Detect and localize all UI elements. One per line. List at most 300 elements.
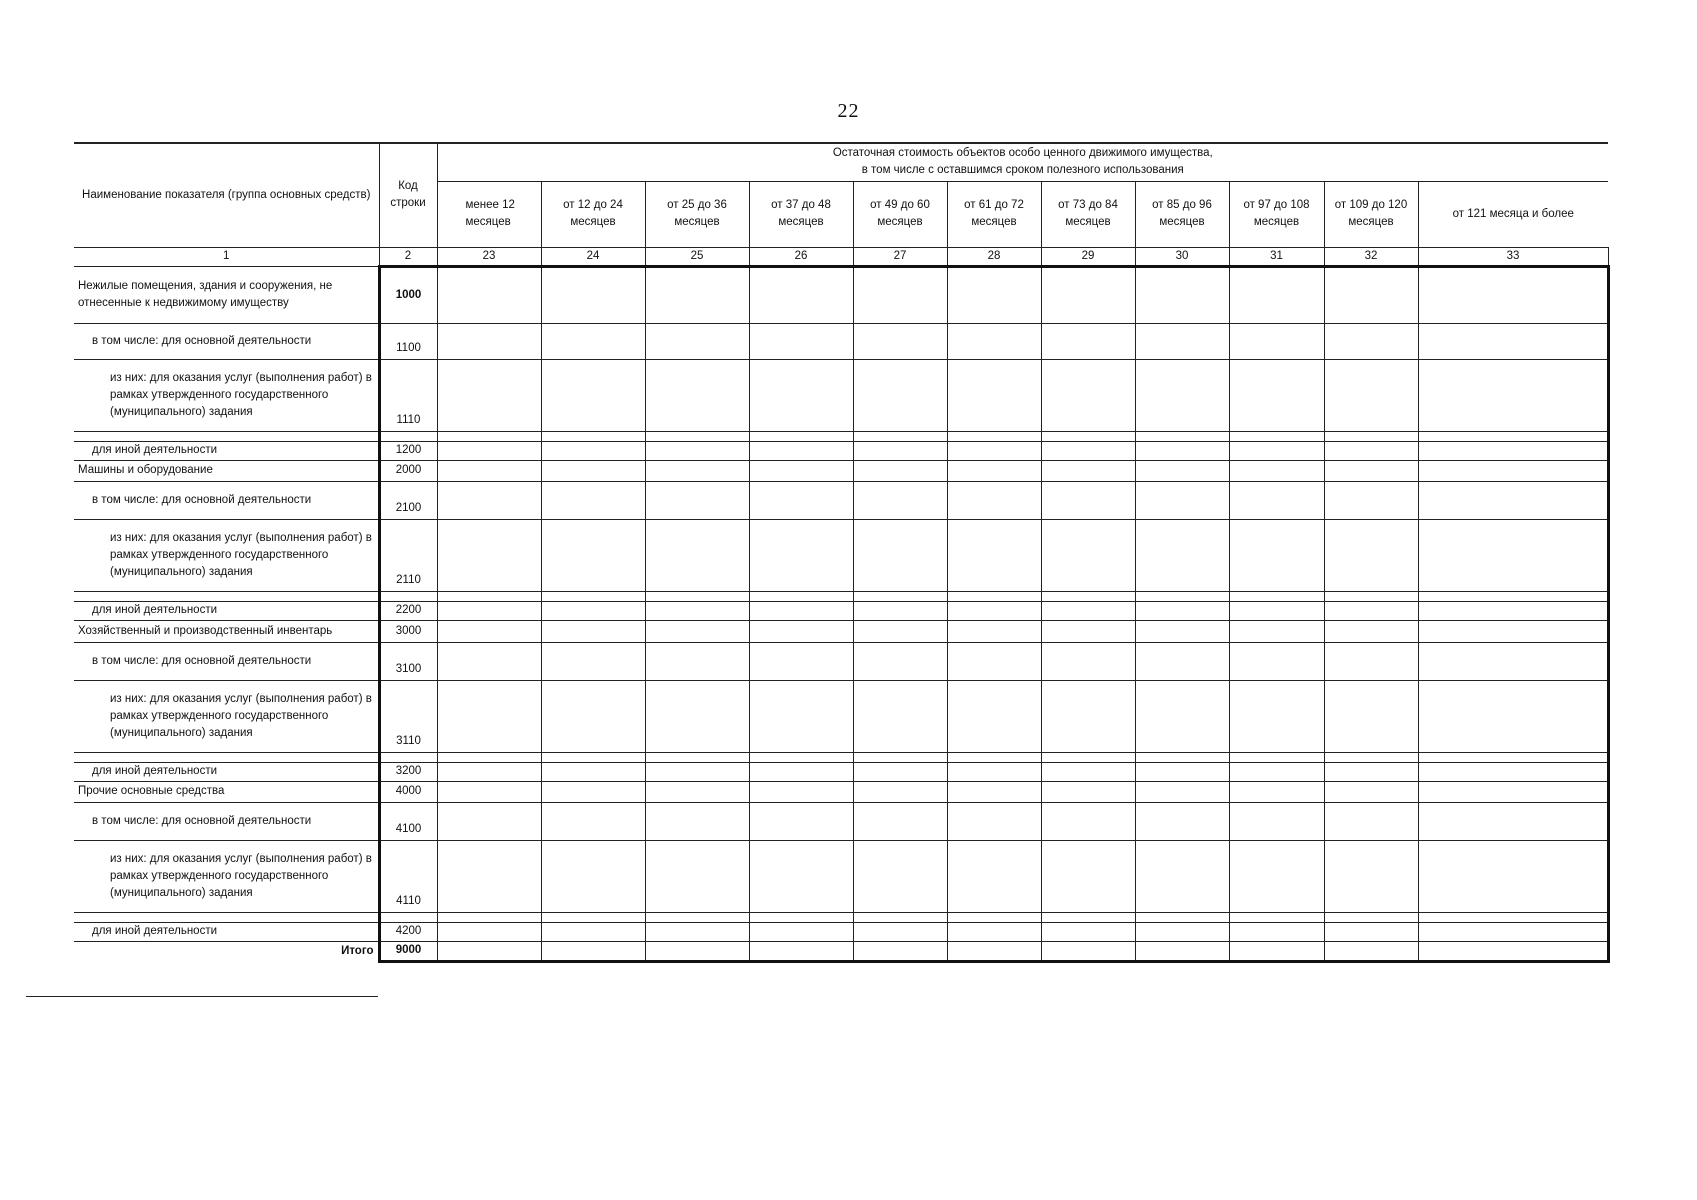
table-row <box>74 642 1608 680</box>
row-name: Прочие основные средства <box>74 781 379 802</box>
value-cell[interactable] <box>1041 922 1135 941</box>
value-cell[interactable] <box>1229 601 1324 620</box>
value-cell[interactable] <box>437 266 541 323</box>
value-cell[interactable] <box>853 922 947 941</box>
value-cell[interactable] <box>1041 941 1135 961</box>
value-cell[interactable] <box>645 912 749 922</box>
value-cell[interactable] <box>437 762 541 781</box>
value-cell[interactable] <box>437 481 541 519</box>
value-cell[interactable] <box>853 431 947 441</box>
value-cell[interactable] <box>1041 601 1135 620</box>
value-cell[interactable] <box>749 802 853 840</box>
value-cell[interactable] <box>1135 912 1229 922</box>
value-cell[interactable] <box>749 460 853 481</box>
value-cell[interactable] <box>947 359 1041 431</box>
value-cell[interactable] <box>1324 481 1418 519</box>
value-cell[interactable] <box>541 762 645 781</box>
value-cell[interactable] <box>749 922 853 941</box>
table-row <box>74 359 1608 431</box>
value-cell[interactable] <box>1041 481 1135 519</box>
row-name: в том числе: для основной деятельности <box>74 481 379 519</box>
value-cell[interactable] <box>1418 941 1608 961</box>
value-cell[interactable] <box>853 519 947 591</box>
group-title-line1: Остаточная стоимость объектов особо ценного движимого имущества, <box>832 147 1213 160</box>
value-cell[interactable] <box>1324 359 1418 431</box>
value-cell[interactable] <box>1418 519 1608 591</box>
total-code: 9000 <box>379 941 437 961</box>
value-cell[interactable] <box>541 922 645 941</box>
value-cell[interactable] <box>541 460 645 481</box>
column-number-row <box>74 247 1608 266</box>
column-number: 26 <box>749 247 853 266</box>
value-cell[interactable] <box>541 802 645 840</box>
value-cell[interactable] <box>749 481 853 519</box>
value-cell[interactable] <box>437 922 541 941</box>
value-cell[interactable] <box>1229 642 1324 680</box>
value-cell[interactable] <box>645 680 749 752</box>
value-cell[interactable] <box>749 323 853 359</box>
value-cell[interactable] <box>1324 840 1418 912</box>
value-cell[interactable] <box>645 460 749 481</box>
value-cell[interactable] <box>947 781 1041 802</box>
value-cell[interactable] <box>749 912 853 922</box>
value-cell[interactable] <box>1229 323 1324 359</box>
row-name: из них: для оказания услуг (выполнения работ) в рамках утвержденного государственного (муниципального) задания <box>74 840 379 912</box>
value-cell[interactable] <box>541 912 645 922</box>
value-cell[interactable] <box>1135 323 1229 359</box>
row-name: Нежилые помещения, здания и сооружения, не отнесенные к недвижимому имуществу <box>74 266 379 323</box>
table-header <box>74 143 1608 266</box>
value-cell[interactable] <box>1229 781 1324 802</box>
spacer-cell <box>379 912 437 922</box>
value-cell[interactable] <box>749 840 853 912</box>
value-cell[interactable] <box>645 359 749 431</box>
value-cell[interactable] <box>853 601 947 620</box>
value-cell[interactable] <box>853 642 947 680</box>
value-cell[interactable] <box>1324 460 1418 481</box>
column-number: 32 <box>1324 247 1418 266</box>
value-cell[interactable] <box>947 591 1041 601</box>
value-cell[interactable] <box>437 752 541 762</box>
value-cell[interactable] <box>749 441 853 460</box>
value-cell[interactable] <box>1324 642 1418 680</box>
value-cell[interactable] <box>1418 620 1608 642</box>
value-cell[interactable] <box>1229 266 1324 323</box>
value-cell[interactable] <box>1229 922 1324 941</box>
value-cell[interactable] <box>947 642 1041 680</box>
row-code: 2200 <box>379 601 437 620</box>
value-cell[interactable] <box>853 323 947 359</box>
value-cell[interactable] <box>947 441 1041 460</box>
value-cell[interactable] <box>1041 762 1135 781</box>
value-cell[interactable] <box>1324 431 1418 441</box>
spacer-row <box>74 591 1608 601</box>
row-name: в том числе: для основной деятельности <box>74 642 379 680</box>
period-header: от 61 до 72 месяцев <box>947 181 1041 247</box>
value-cell[interactable] <box>437 680 541 752</box>
row-code: 4000 <box>379 781 437 802</box>
table-row <box>74 519 1608 591</box>
value-cell[interactable] <box>1135 359 1229 431</box>
value-cell[interactable] <box>947 601 1041 620</box>
value-cell[interactable] <box>1418 441 1608 460</box>
column-number: 24 <box>541 247 645 266</box>
value-cell[interactable] <box>437 460 541 481</box>
value-cell[interactable] <box>1324 912 1418 922</box>
value-cell[interactable] <box>1135 460 1229 481</box>
value-cell[interactable] <box>437 620 541 642</box>
value-cell[interactable] <box>1041 781 1135 802</box>
value-cell[interactable] <box>541 441 645 460</box>
value-cell[interactable] <box>1324 266 1418 323</box>
table-row <box>74 266 1608 323</box>
value-cell[interactable] <box>947 941 1041 961</box>
value-cell[interactable] <box>1041 431 1135 441</box>
value-cell[interactable] <box>947 460 1041 481</box>
value-cell[interactable] <box>645 752 749 762</box>
table-row <box>74 840 1608 912</box>
period-header: от 121 месяца и более <box>1418 181 1608 247</box>
row-code: 1000 <box>379 266 437 323</box>
value-cell[interactable] <box>853 802 947 840</box>
value-cell[interactable] <box>645 802 749 840</box>
row-name: Хозяйственный и производственный инвентарь <box>74 620 379 642</box>
column-number: 23 <box>437 247 541 266</box>
value-cell[interactable] <box>1135 762 1229 781</box>
value-cell[interactable] <box>749 781 853 802</box>
value-cell[interactable] <box>1229 591 1324 601</box>
value-cell[interactable] <box>645 519 749 591</box>
column-number: 31 <box>1229 247 1324 266</box>
value-cell[interactable] <box>1041 642 1135 680</box>
table-row <box>74 762 1608 781</box>
value-cell[interactable] <box>947 620 1041 642</box>
header-name-col: Наименование показателя (группа основных средств) <box>74 143 379 247</box>
value-cell[interactable] <box>1041 519 1135 591</box>
value-cell[interactable] <box>947 481 1041 519</box>
value-cell[interactable] <box>1135 642 1229 680</box>
value-cell[interactable] <box>1418 591 1608 601</box>
value-cell[interactable] <box>1041 591 1135 601</box>
value-cell[interactable] <box>947 762 1041 781</box>
row-name: для иной деятельности <box>74 441 379 460</box>
value-cell[interactable] <box>1135 840 1229 912</box>
value-cell[interactable] <box>947 752 1041 762</box>
table-row <box>74 460 1608 481</box>
value-cell[interactable] <box>853 781 947 802</box>
value-cell[interactable] <box>437 441 541 460</box>
column-number: 1 <box>74 247 379 266</box>
value-cell[interactable] <box>1324 752 1418 762</box>
value-cell[interactable] <box>541 642 645 680</box>
value-cell[interactable] <box>1324 323 1418 359</box>
value-cell[interactable] <box>645 431 749 441</box>
value-cell[interactable] <box>645 642 749 680</box>
row-name: для иной деятельности <box>74 922 379 941</box>
value-cell[interactable] <box>1135 941 1229 961</box>
value-cell[interactable] <box>749 359 853 431</box>
value-cell[interactable] <box>749 601 853 620</box>
spacer-cell <box>379 591 437 601</box>
value-cell[interactable] <box>1418 266 1608 323</box>
row-name: в том числе: для основной деятельности <box>74 802 379 840</box>
page-number: 22 <box>837 100 860 122</box>
value-cell[interactable] <box>1324 922 1418 941</box>
period-header: от 85 до 96 месяцев <box>1135 181 1229 247</box>
value-cell[interactable] <box>1324 601 1418 620</box>
table-row <box>74 620 1608 642</box>
value-cell[interactable] <box>1135 752 1229 762</box>
value-cell[interactable] <box>947 922 1041 941</box>
value-cell[interactable] <box>1418 601 1608 620</box>
value-cell[interactable] <box>1324 762 1418 781</box>
value-cell[interactable] <box>437 359 541 431</box>
value-cell[interactable] <box>1041 359 1135 431</box>
spacer-cell <box>74 912 379 922</box>
value-cell[interactable] <box>947 802 1041 840</box>
value-cell[interactable] <box>853 752 947 762</box>
value-cell[interactable] <box>645 323 749 359</box>
value-cell[interactable] <box>749 642 853 680</box>
table-row <box>74 781 1608 802</box>
value-cell[interactable] <box>1229 680 1324 752</box>
value-cell[interactable] <box>1135 601 1229 620</box>
value-cell[interactable] <box>1135 519 1229 591</box>
value-cell[interactable] <box>437 601 541 620</box>
value-cell[interactable] <box>437 840 541 912</box>
value-cell[interactable] <box>749 519 853 591</box>
value-cell[interactable] <box>1418 460 1608 481</box>
value-cell[interactable] <box>1041 620 1135 642</box>
value-cell[interactable] <box>1135 802 1229 840</box>
value-cell[interactable] <box>853 840 947 912</box>
value-cell[interactable] <box>541 431 645 441</box>
value-cell[interactable] <box>853 941 947 961</box>
column-number: 25 <box>645 247 749 266</box>
value-cell[interactable] <box>645 441 749 460</box>
value-cell[interactable] <box>645 591 749 601</box>
value-cell[interactable] <box>853 620 947 642</box>
value-cell[interactable] <box>1041 840 1135 912</box>
value-cell[interactable] <box>541 359 645 431</box>
value-cell[interactable] <box>1041 802 1135 840</box>
value-cell[interactable] <box>1135 620 1229 642</box>
row-name: из них: для оказания услуг (выполнения работ) в рамках утвержденного государственного (муниципального) задания <box>74 680 379 752</box>
value-cell[interactable] <box>1229 441 1324 460</box>
value-cell[interactable] <box>1418 680 1608 752</box>
value-cell[interactable] <box>1418 359 1608 431</box>
value-cell[interactable] <box>645 781 749 802</box>
value-cell[interactable] <box>645 762 749 781</box>
value-cell[interactable] <box>541 941 645 961</box>
value-cell[interactable] <box>1418 752 1608 762</box>
value-cell[interactable] <box>1229 431 1324 441</box>
value-cell[interactable] <box>853 359 947 431</box>
row-code: 4100 <box>379 802 437 840</box>
value-cell[interactable] <box>1135 680 1229 752</box>
value-cell[interactable] <box>541 481 645 519</box>
value-cell[interactable] <box>1229 359 1324 431</box>
period-header: от 25 до 36 месяцев <box>645 181 749 247</box>
value-cell[interactable] <box>1135 441 1229 460</box>
value-cell[interactable] <box>645 620 749 642</box>
value-cell[interactable] <box>541 781 645 802</box>
value-cell[interactable] <box>645 922 749 941</box>
spacer-row <box>74 752 1608 762</box>
value-cell[interactable] <box>853 591 947 601</box>
value-cell[interactable] <box>437 323 541 359</box>
value-cell[interactable] <box>437 912 541 922</box>
value-cell[interactable] <box>1135 481 1229 519</box>
value-cell[interactable] <box>1135 266 1229 323</box>
total-underline <box>26 996 378 997</box>
value-cell[interactable] <box>947 431 1041 441</box>
value-cell[interactable] <box>1324 441 1418 460</box>
value-cell[interactable] <box>947 680 1041 752</box>
value-cell[interactable] <box>437 941 541 961</box>
value-cell[interactable] <box>1418 802 1608 840</box>
value-cell[interactable] <box>1324 941 1418 961</box>
value-cell[interactable] <box>1324 802 1418 840</box>
table-row <box>74 922 1608 941</box>
value-cell[interactable] <box>437 431 541 441</box>
value-cell[interactable] <box>1041 441 1135 460</box>
value-cell[interactable] <box>1041 912 1135 922</box>
value-cell[interactable] <box>947 266 1041 323</box>
period-header: от 12 до 24 месяцев <box>541 181 645 247</box>
header-group-title <box>437 143 1608 181</box>
value-cell[interactable] <box>947 323 1041 359</box>
value-cell[interactable] <box>541 591 645 601</box>
value-cell[interactable] <box>1418 431 1608 441</box>
total-label: Итого <box>74 941 379 961</box>
value-cell[interactable] <box>853 680 947 752</box>
column-number: 29 <box>1041 247 1135 266</box>
value-cell[interactable] <box>1418 922 1608 941</box>
value-cell[interactable] <box>1418 840 1608 912</box>
value-cell[interactable] <box>437 802 541 840</box>
value-cell[interactable] <box>1135 431 1229 441</box>
value-cell[interactable] <box>1324 519 1418 591</box>
row-code: 3110 <box>379 680 437 752</box>
value-cell[interactable] <box>1324 620 1418 642</box>
value-cell[interactable] <box>1418 912 1608 922</box>
value-cell[interactable] <box>1135 922 1229 941</box>
value-cell[interactable] <box>1418 323 1608 359</box>
value-cell[interactable] <box>853 441 947 460</box>
value-cell[interactable] <box>1135 591 1229 601</box>
value-cell[interactable] <box>541 620 645 642</box>
row-code: 2000 <box>379 460 437 481</box>
value-cell[interactable] <box>749 431 853 441</box>
value-cell[interactable] <box>1418 762 1608 781</box>
value-cell[interactable] <box>1229 941 1324 961</box>
row-code: 1200 <box>379 441 437 460</box>
table-row <box>74 441 1608 460</box>
value-cell[interactable] <box>853 266 947 323</box>
spacer-row <box>74 912 1608 922</box>
value-cell[interactable] <box>1041 323 1135 359</box>
value-cell[interactable] <box>853 762 947 781</box>
table-row <box>74 323 1608 359</box>
value-cell[interactable] <box>1041 680 1135 752</box>
value-cell[interactable] <box>947 519 1041 591</box>
value-cell[interactable] <box>749 620 853 642</box>
value-cell[interactable] <box>541 680 645 752</box>
spacer-cell <box>74 752 379 762</box>
value-cell[interactable] <box>541 266 645 323</box>
value-cell[interactable] <box>853 460 947 481</box>
spacer-cell <box>74 591 379 601</box>
value-cell[interactable] <box>1041 460 1135 481</box>
value-cell[interactable] <box>1324 680 1418 752</box>
value-cell[interactable] <box>853 481 947 519</box>
value-cell[interactable] <box>1324 591 1418 601</box>
value-cell[interactable] <box>1229 481 1324 519</box>
value-cell[interactable] <box>853 912 947 922</box>
value-cell[interactable] <box>947 912 1041 922</box>
value-cell[interactable] <box>1418 481 1608 519</box>
value-cell[interactable] <box>541 323 645 359</box>
period-header: от 97 до 108 месяцев <box>1229 181 1324 247</box>
table-row <box>74 680 1608 752</box>
value-cell[interactable] <box>749 266 853 323</box>
value-cell[interactable] <box>1135 781 1229 802</box>
total-row <box>74 941 1608 961</box>
value-cell[interactable] <box>749 941 853 961</box>
value-cell[interactable] <box>645 481 749 519</box>
value-cell[interactable] <box>541 519 645 591</box>
value-cell[interactable] <box>437 642 541 680</box>
column-number: 2 <box>379 247 437 266</box>
period-header: от 37 до 48 месяцев <box>749 181 853 247</box>
value-cell[interactable] <box>1324 781 1418 802</box>
value-cell[interactable] <box>1229 840 1324 912</box>
spacer-row <box>74 431 1608 441</box>
value-cell[interactable] <box>1229 762 1324 781</box>
row-code: 4200 <box>379 922 437 941</box>
value-cell[interactable] <box>541 840 645 912</box>
value-cell[interactable] <box>749 591 853 601</box>
value-cell[interactable] <box>645 941 749 961</box>
value-cell[interactable] <box>1418 642 1608 680</box>
value-cell[interactable] <box>1229 912 1324 922</box>
value-cell[interactable] <box>1229 752 1324 762</box>
value-cell[interactable] <box>1229 620 1324 642</box>
value-cell[interactable] <box>1041 752 1135 762</box>
value-cell[interactable] <box>645 601 749 620</box>
period-header: от 73 до 84 месяцев <box>1041 181 1135 247</box>
value-cell[interactable] <box>437 519 541 591</box>
row-code: 4110 <box>379 840 437 912</box>
value-cell[interactable] <box>645 266 749 323</box>
value-cell[interactable] <box>645 840 749 912</box>
value-cell[interactable] <box>749 762 853 781</box>
value-cell[interactable] <box>1041 266 1135 323</box>
value-cell[interactable] <box>749 680 853 752</box>
value-cell[interactable] <box>1229 519 1324 591</box>
value-cell[interactable] <box>1229 460 1324 481</box>
value-cell[interactable] <box>541 752 645 762</box>
value-cell[interactable] <box>541 601 645 620</box>
value-cell[interactable] <box>1229 802 1324 840</box>
spacer-cell <box>379 431 437 441</box>
value-cell[interactable] <box>947 840 1041 912</box>
value-cell[interactable] <box>437 591 541 601</box>
value-cell[interactable] <box>437 781 541 802</box>
value-cell[interactable] <box>1418 781 1608 802</box>
value-cell[interactable] <box>749 752 853 762</box>
